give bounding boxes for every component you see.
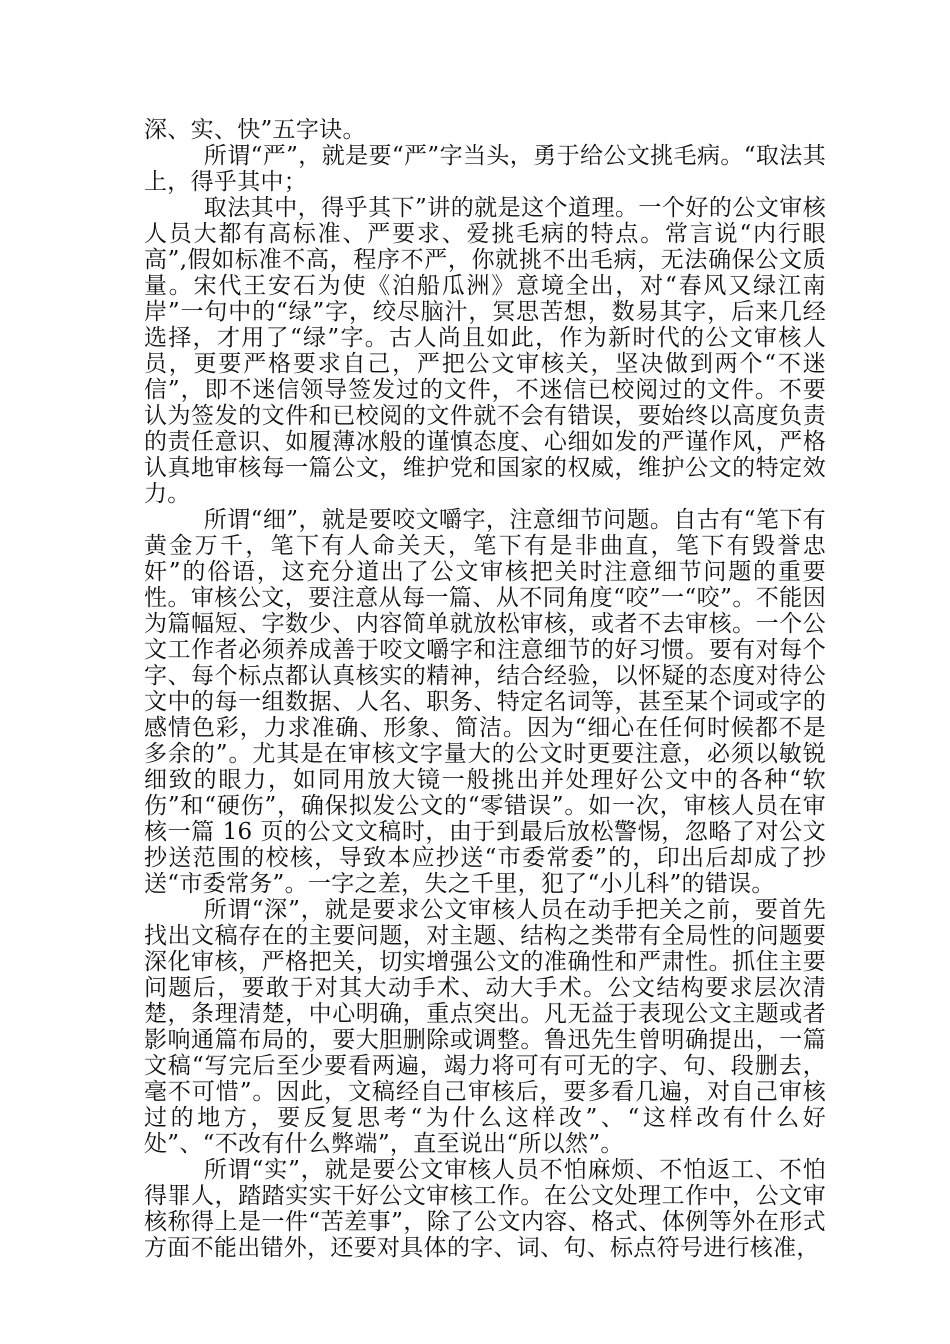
paragraph-shi: 所谓“实”，就是要公文审核人员不怕麻烦、不怕返工、不怕得罪人，踏踏实实干好公文审核工作。在公文处理工作中，公文审核称得上是一件“苦差事”，除了公文内容、格式、体例等外在形式方面不能出错外，还要对具体的字、词、句、标点符号进行核准， bbox=[144, 1157, 826, 1261]
paragraph-xi: 所谓“细”，就是要咬文嚼字，注意细节问题。自古有“笔下有黄金万千，笔下有人命关天，笔下有是非曲直，笔下有毁誉忠奸”的俗语，这充分道出了公文审核把关时注意细节问题的重要性。审核公文，要注意从每一篇、从不同角度“咬”一“咬”。不能因为篇幅短、字数少、内容简单就放松审核，或者不去审核。一个公文工作者必须养成善于咬文嚼字和注意细节的好习惯。要有对每个字、每个标点都认真核实的精神，结合经验，以怀疑的态度对待公文中的每一组数据、人名、职务、特定名词等，甚至某个词或字的感情色彩，力求准确、形象、简洁。因为“细心在任何时候都不是多余的”。尤其是在审核文字量大的公文时更要注意，必须以敏锐细致的眼力，如同用放大镜一般挑出并处理好公文中的各种“软伤”和“硬伤”，确保拟发公文的“零错误”。如一次，审核人员在审核一篇 16 页的公文文稿时，由于到最后放松警惕，忽略了对公文抄送范围的校核，导致本应抄送“市委常委”的，印出后却成了抄送“市委常务”。一字之差，失之千里，犯了“小儿科”的错误。 bbox=[144, 507, 826, 897]
paragraph-yan-continued: 取法其中，得乎其下”讲的就是这个道理。一个好的公文审核人员大都有高标准、严要求、爱挑毛病的特点。常言说“内行眼高”,假如标准不高，程序不严，你就挑不出毛病，无法确保公文质量。宋代王安石为使《泊船瓜洲》意境全出，对“春风又绿江南岸”一句中的“绿”字，绞尽脑汁，冥思苦想，数易其字，后来几经选择，才用了“绿”字。古人尚且如此，作为新时代的公文审核人员，更要严格要求自己，严把公文审核关，坚决做到两个“不迷信”，即不迷信领导签发过的文件，不迷信已校阅过的文件。不要认为签发的文件和已校阅的文件就不会有错误，要始终以高度负责的责任意识、如履薄冰般的谨慎态度、心细如发的严谨作风，严格认真地审核每一篇公文，维护党和国家的权威，维护公文的特定效力。 bbox=[144, 195, 826, 507]
paragraph-shen: 所谓“深”，就是要求公文审核人员在动手把关之前，要首先找出文稿存在的主要问题，对主题、结构之类带有全局性的问题要深化审核，严格把关，切实增强公文的准确性和严肃性。抓住主要问题后，要敢于对其大动手术、动大手术。公文结构要求层次清楚，条理清楚，中心明确，重点突出。凡无益于表现公文主题或者影响通篇布局的，要大胆删除或调整。鲁迅先生曾明确提出，一篇文稿“写完后至少要看两遍，竭力将可有可无的字、句、段删去，毫不可惜”。因此，文稿经自己审核后，要多看几遍，对自己审核过的地方，要反复思考“为什么这样改”、“这样改有什么好处”、“不改有什么弊端”，直至说出“所以然”。 bbox=[144, 897, 826, 1157]
paragraph-continuation: 深、实、快”五字诀。 bbox=[144, 117, 366, 143]
paragraph-yan: 所谓“严”，就是要“严”字当头，勇于给公文挑毛病。“取法其上，得乎其中； bbox=[144, 143, 826, 195]
document-body bbox=[144, 117, 826, 1261]
